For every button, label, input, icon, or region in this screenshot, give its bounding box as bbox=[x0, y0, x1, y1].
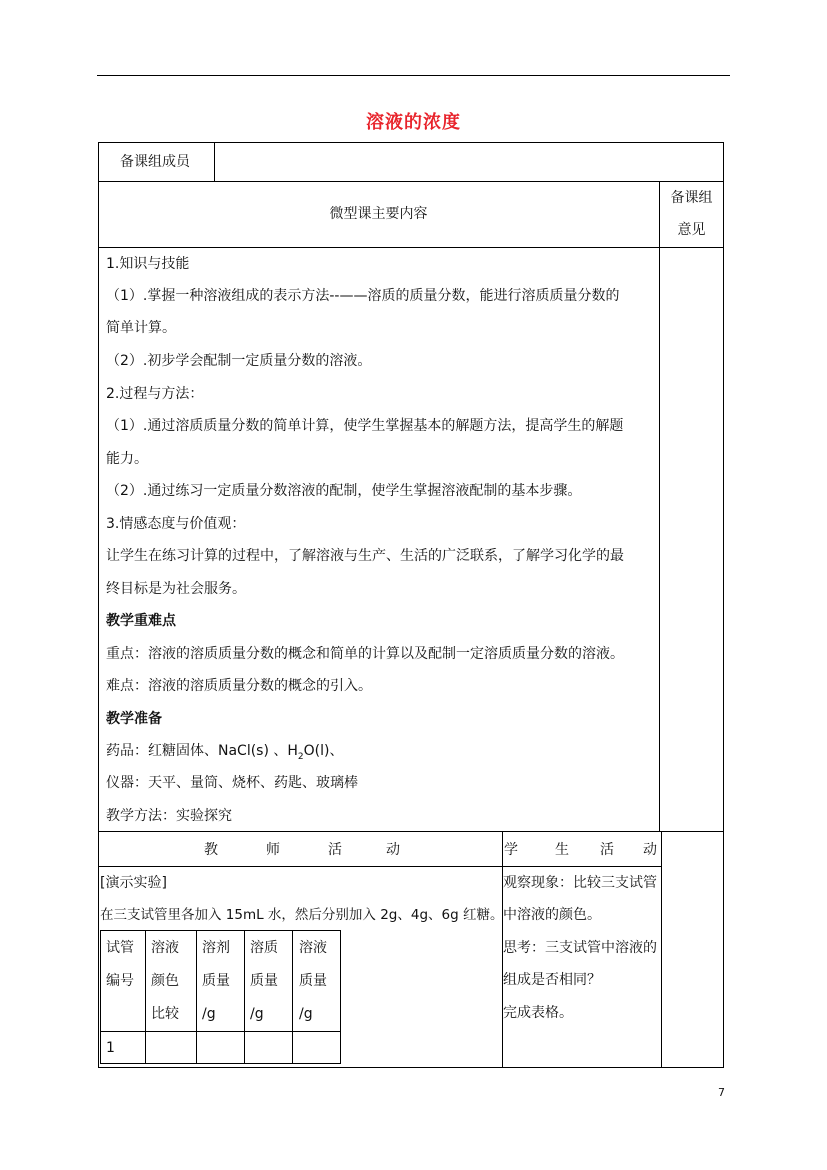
inner-header-cell: 质量 bbox=[299, 973, 327, 989]
objective-line: 3.情感态度与价值观： bbox=[106, 516, 246, 532]
teacher-activity-header-char: 师 bbox=[266, 842, 280, 858]
col-divider bbox=[214, 142, 215, 182]
inner-col-divider bbox=[244, 930, 245, 1064]
objective-line: （1）.通过溶质质量分数的简单计算，使学生掌握基本的解题方法，提高学生的解题 bbox=[106, 418, 624, 434]
demo-text: 在三支试管里各加入 15mL 水，然后分别加入 2g、4g、6g 红糖。 bbox=[100, 907, 504, 923]
student-activity-line: 思考：三支试管中溶液的 bbox=[503, 940, 657, 956]
inner-header-cell: /g bbox=[202, 1006, 216, 1022]
student-activity-line: 完成表格。 bbox=[503, 1005, 573, 1021]
objective-line: 终目标是为社会服务。 bbox=[106, 581, 246, 597]
content-header: 微型课主要内容 bbox=[329, 206, 428, 222]
reagents-suffix: O(l)、 bbox=[303, 743, 344, 759]
inner-col-divider bbox=[145, 930, 146, 1064]
header-rule bbox=[97, 75, 730, 76]
inner-row-divider bbox=[100, 1031, 341, 1032]
preparation-heading: 教学准备 bbox=[106, 711, 162, 727]
inner-data-cell: 1 bbox=[106, 1040, 115, 1056]
inner-header-cell: 编号 bbox=[106, 973, 134, 989]
inner-header-cell: 质量 bbox=[250, 973, 278, 989]
teacher-activity-header-char: 教 bbox=[204, 842, 218, 858]
key-point-focus: 重点：溶液的溶质质量分数的概念和简单的计算以及配制一定溶质质量分数的溶液。 bbox=[106, 646, 624, 662]
student-activity-header-char: 生 bbox=[555, 842, 569, 858]
inner-header-cell: /g bbox=[250, 1006, 264, 1022]
objective-line: 能力。 bbox=[106, 451, 148, 467]
student-activity-line: 组成是否相同？ bbox=[503, 972, 601, 988]
inner-header-cell: 比较 bbox=[151, 1006, 179, 1022]
student-activity-line: 观察现象：比较三支试管 bbox=[503, 875, 657, 891]
row-divider bbox=[98, 866, 661, 867]
objective-line: 让学生在练习计算的过程中，了解溶液与生产、生活的广泛联系，了解学习化学的最 bbox=[106, 548, 624, 564]
preparation-instruments: 仪器：天平、量筒、烧杯、药匙、玻璃棒 bbox=[106, 775, 358, 791]
inner-header-cell: 溶液 bbox=[299, 940, 327, 956]
inner-header-cell: 溶液 bbox=[151, 940, 179, 956]
inner-header-cell: 溶质 bbox=[250, 940, 278, 956]
objective-line: 简单计算。 bbox=[106, 320, 176, 336]
row-divider bbox=[98, 181, 724, 182]
col-divider bbox=[661, 831, 662, 1068]
objective-line: （2）.初步学会配制一定质量分数的溶液。 bbox=[106, 353, 372, 369]
members-label: 备课组成员 bbox=[120, 154, 190, 170]
inner-header-cell: 试管 bbox=[106, 940, 134, 956]
student-activity-header-char: 学 bbox=[504, 842, 518, 858]
objective-line: （1）.掌握一种溶液组成的表示方法--——溶质的质量分数，能进行溶质质量分数的 bbox=[106, 288, 620, 304]
objective-line: 1.知识与技能 bbox=[106, 256, 190, 272]
inner-header-cell: 质量 bbox=[202, 973, 230, 989]
col-divider bbox=[659, 181, 660, 832]
objective-line: 2.过程与方法： bbox=[106, 386, 204, 402]
teacher-activity-header-char: 活 bbox=[328, 842, 342, 858]
page-number: 7 bbox=[718, 1086, 725, 1099]
reagents-prefix: 药品：红糖固体、NaCl(s) 、H bbox=[106, 743, 298, 759]
row-divider bbox=[98, 247, 724, 248]
opinion-header-line2: 意见 bbox=[677, 222, 706, 238]
preparation-reagents bbox=[106, 741, 344, 767]
student-activity-header-char: 动 bbox=[643, 842, 657, 858]
reagents-subscript: 2 bbox=[297, 751, 304, 762]
page-title: 溶液的浓度 bbox=[366, 112, 461, 133]
key-point-difficulty: 难点：溶液的溶质质量分数的概念的引入。 bbox=[106, 678, 372, 694]
inner-header-cell: 溶剂 bbox=[202, 940, 230, 956]
inner-header-cell: 颜色 bbox=[151, 973, 179, 989]
inner-header-cell: /g bbox=[299, 1006, 313, 1022]
student-activity-header-char: 活 bbox=[600, 842, 614, 858]
demo-label: [演示实验] bbox=[100, 875, 167, 891]
inner-col-divider bbox=[292, 930, 293, 1064]
opinion-header-line1: 备课组 bbox=[670, 190, 713, 206]
preparation-method: 教学方法：实验探究 bbox=[106, 808, 232, 824]
teacher-activity-header-char: 动 bbox=[386, 842, 400, 858]
objective-line: （2）.通过练习一定质量分数溶液的配制，使学生掌握溶液配制的基本步骤。 bbox=[106, 483, 582, 499]
inner-col-divider bbox=[196, 930, 197, 1064]
student-activity-line: 中溶液的颜色。 bbox=[503, 907, 601, 923]
key-points-heading: 教学重难点 bbox=[106, 613, 176, 629]
